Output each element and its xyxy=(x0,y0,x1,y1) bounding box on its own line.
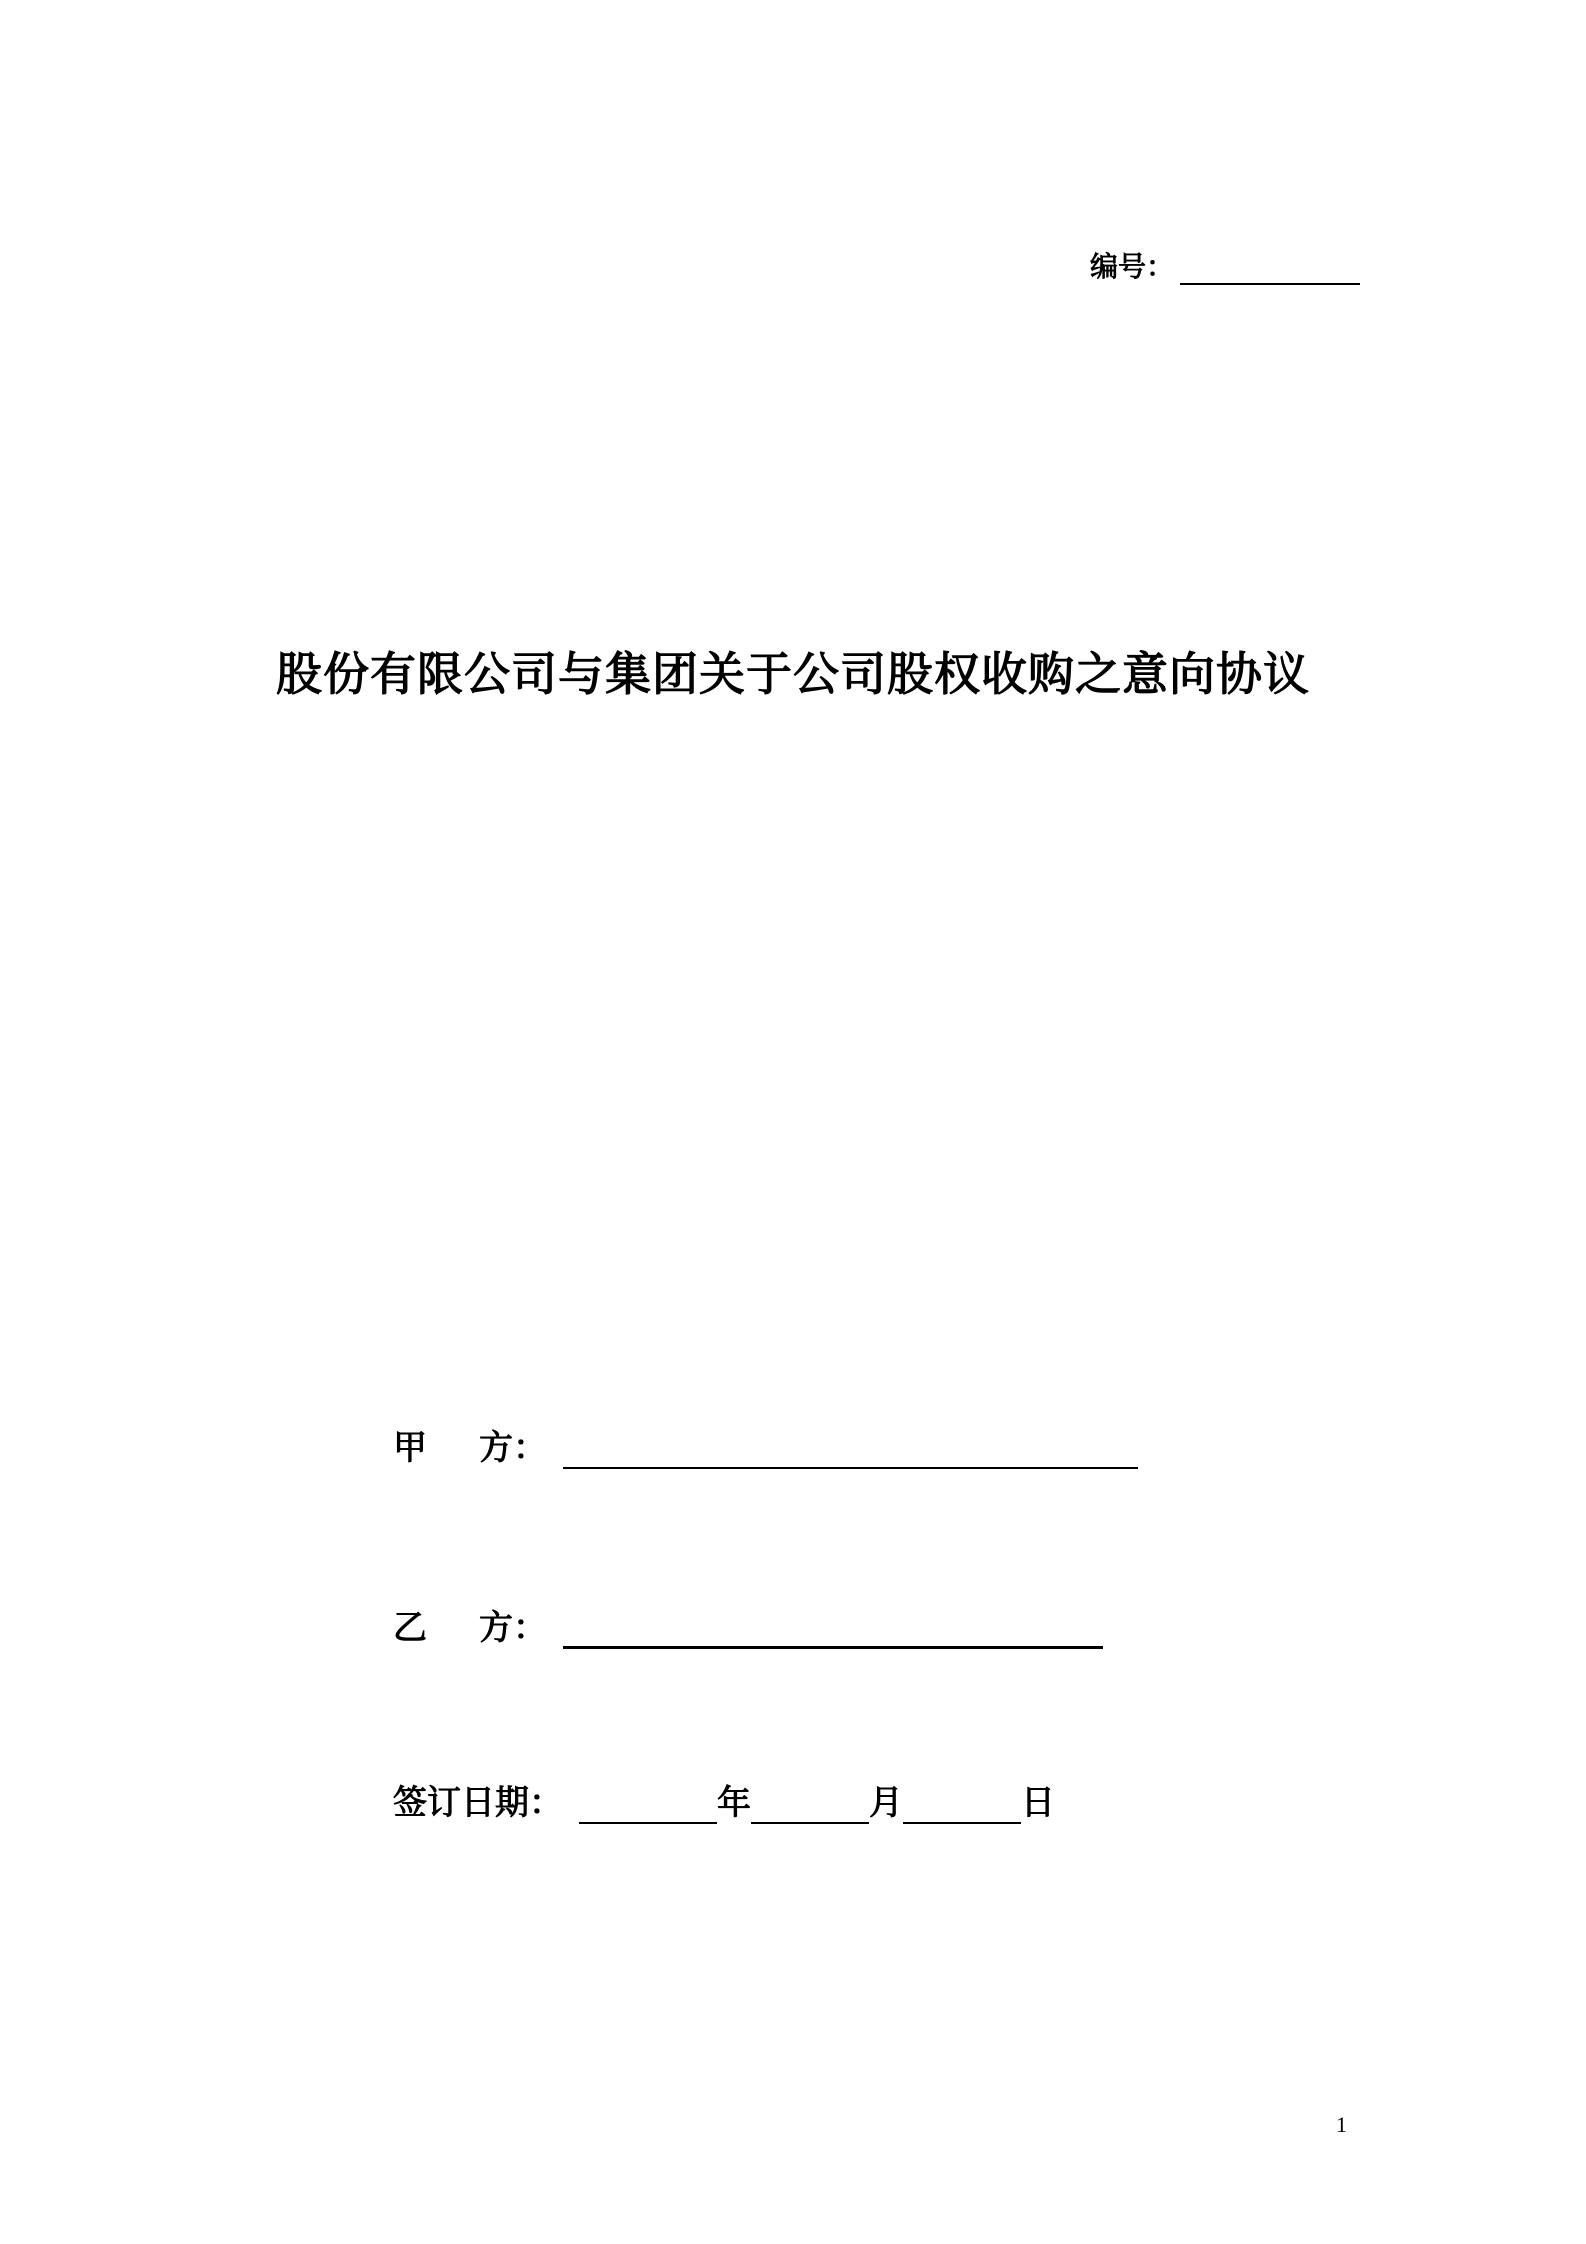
party-a-label-suffix: 方： xyxy=(479,1428,547,1468)
document-number xyxy=(1090,245,1360,285)
party-a-blank xyxy=(563,1427,1138,1469)
sign-date-field xyxy=(393,1775,1055,1824)
year-label: 年 xyxy=(717,1783,751,1823)
document-title: 股份有限公司与集团关于公司股权收购之意向协议 xyxy=(276,647,1310,701)
party-b-label xyxy=(393,1600,547,1649)
day-label: 日 xyxy=(1021,1783,1055,1823)
document-number-label: 编号： xyxy=(1090,250,1175,283)
party-a-label-char: 甲 xyxy=(393,1428,427,1468)
party-b-blank xyxy=(563,1606,1103,1649)
sign-date-label: 签订日期： xyxy=(393,1783,563,1823)
party-b-label-char: 乙 xyxy=(393,1608,427,1648)
party-b-field xyxy=(393,1600,1103,1649)
page-number: 1 xyxy=(1336,2112,1347,2137)
year-blank xyxy=(579,1782,717,1824)
document-number-blank xyxy=(1180,253,1360,285)
month-label: 月 xyxy=(869,1783,903,1823)
month-blank xyxy=(751,1782,869,1824)
party-a-label xyxy=(393,1420,547,1469)
party-a-field xyxy=(393,1420,1138,1469)
day-blank xyxy=(903,1782,1021,1824)
party-b-label-suffix: 方： xyxy=(479,1608,547,1648)
